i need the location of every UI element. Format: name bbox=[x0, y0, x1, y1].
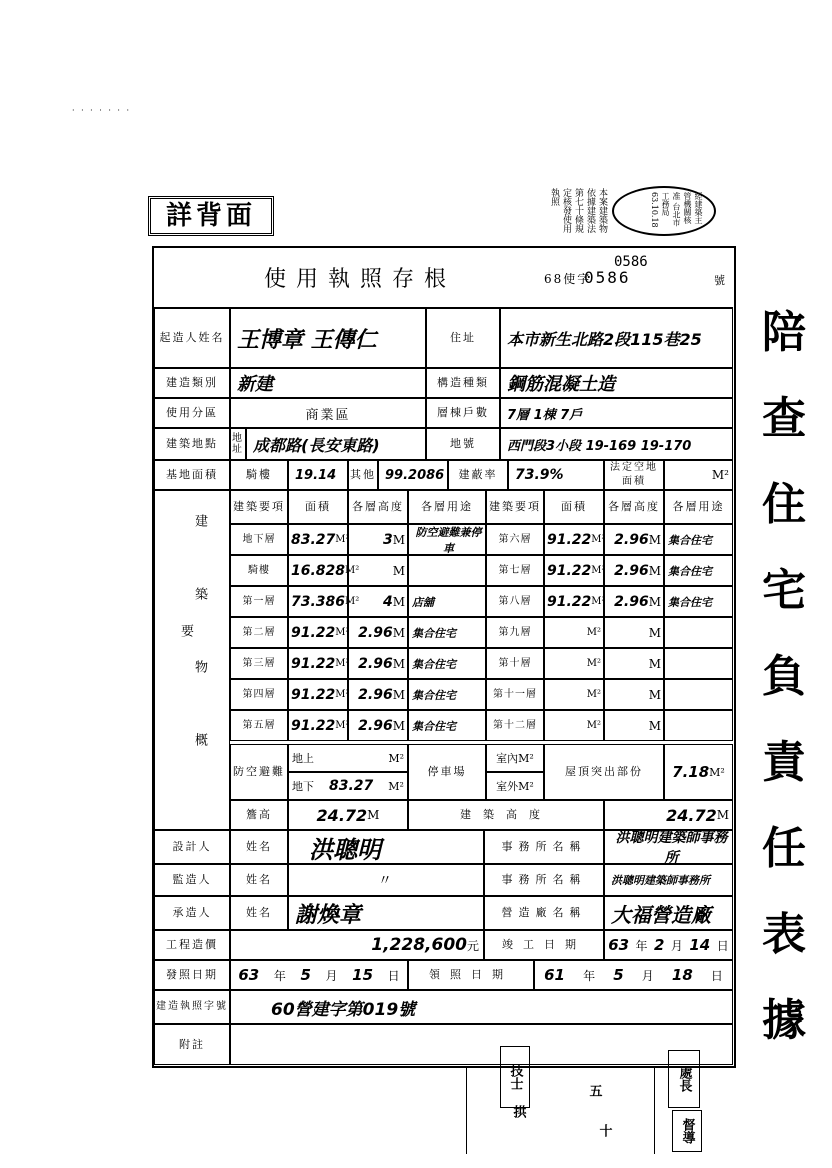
left-floor-height-cell bbox=[348, 679, 408, 710]
left-floor-area: 16.828 bbox=[291, 562, 346, 579]
left-floor-name: 第二層 bbox=[230, 617, 288, 648]
right-floor-area-cell bbox=[544, 555, 604, 586]
right-floor-name: 第十二層 bbox=[486, 710, 544, 741]
site-addr-tag: 地址 bbox=[230, 428, 246, 460]
left-floor-height-unit: M bbox=[392, 594, 405, 609]
right-floor-height: 2.96 bbox=[614, 531, 649, 548]
build-type-value: 新建 bbox=[230, 368, 426, 398]
left-floor-height-unit: M bbox=[392, 625, 405, 640]
roof-projection-label: 屋頂突出部份 bbox=[544, 744, 664, 800]
issue-date-cell bbox=[230, 960, 408, 990]
left-floor-area-cell bbox=[288, 679, 348, 710]
contractor-firm-label: 營造廠名稱 bbox=[484, 896, 604, 930]
parking-outdoor-label: 室外 bbox=[496, 780, 519, 793]
left-floor-area: 83.27 bbox=[291, 531, 336, 548]
bottom-approval-seal: 技士 bbox=[500, 1046, 530, 1108]
completion-year-unit: 年 bbox=[635, 938, 648, 953]
right-floor-area-cell bbox=[544, 524, 604, 555]
left-floor-area: 91.22 bbox=[291, 686, 336, 703]
item-header-left: 建築要項 bbox=[230, 490, 288, 524]
right-floor-name: 第八層 bbox=[486, 586, 544, 617]
address-label: 住址 bbox=[426, 308, 500, 368]
building-height-value: 24.72 bbox=[666, 805, 717, 825]
bottom-approval-seal: 處長 bbox=[668, 1050, 700, 1108]
approval-oval-stamp: 經建築主管機關核准 台北市工務局 63.10.18 bbox=[612, 186, 716, 236]
completion-month: 2 bbox=[654, 936, 665, 954]
contractor-firm-value: 大福營造廠 bbox=[604, 896, 733, 930]
right-floor-height-cell bbox=[604, 617, 664, 648]
right-seal-char: 據 bbox=[762, 995, 806, 1046]
left-floor-use: 集合住宅 bbox=[408, 679, 486, 710]
use-header-right: 各層用途 bbox=[664, 490, 733, 524]
right-floor-height-unit: M bbox=[648, 718, 661, 733]
site-arcade-value: 19.14 bbox=[288, 460, 348, 490]
right-seal-char: 住 bbox=[762, 479, 806, 530]
cost-cell bbox=[230, 930, 484, 960]
contractor-name-label: 姓名 bbox=[230, 896, 288, 930]
site-other-value: 99.2086 bbox=[378, 460, 448, 490]
left-floor-area-unit: M² bbox=[345, 565, 360, 576]
left-floor-area-unit: M² bbox=[335, 534, 350, 545]
approval-stamp-text: 本案建築物依據建築法第七十條規定核發使用執照 bbox=[549, 188, 607, 233]
lot-value: 西門段3小段 19-169 19-170 bbox=[500, 428, 733, 460]
right-floor-area-unit: M² bbox=[591, 596, 606, 607]
receive-year: 61 bbox=[544, 966, 565, 984]
contractor-name-value: 謝煥章 bbox=[288, 896, 484, 930]
parking-indoor-label: 室內 bbox=[496, 752, 519, 765]
right-floor-area: 91.22 bbox=[547, 593, 592, 610]
left-floor-use bbox=[408, 555, 486, 586]
lot-label: 地號 bbox=[426, 428, 500, 460]
permit-suffix: 號 bbox=[714, 274, 725, 287]
legal-open-label: 法定空地面積 bbox=[604, 460, 664, 490]
site-location-label: 建築地點 bbox=[154, 428, 230, 460]
height-header-right: 各層高度 bbox=[604, 490, 664, 524]
parking-indoor-unit: M² bbox=[518, 751, 534, 765]
building-height-cell bbox=[604, 800, 733, 830]
shelter-above-cell bbox=[288, 744, 408, 772]
left-floor-area: 91.22 bbox=[291, 717, 336, 734]
left-floor-height-cell bbox=[348, 617, 408, 648]
legal-open-unit: M² bbox=[664, 460, 733, 490]
right-floor-use: 集合住宅 bbox=[664, 586, 733, 617]
receive-month-unit: 月 bbox=[641, 968, 654, 983]
right-floor-use bbox=[664, 648, 733, 679]
left-floor-area-cell bbox=[288, 586, 360, 617]
address-value: 本市新生北路2段115巷25 bbox=[500, 308, 733, 368]
site-addr-value: 成都路(長安東路) bbox=[246, 428, 426, 460]
left-floor-height-cell bbox=[348, 555, 408, 586]
issue-month-unit: 月 bbox=[325, 968, 338, 983]
right-floor-name: 第十層 bbox=[486, 648, 544, 679]
designer-office-label: 事務所名稱 bbox=[484, 830, 604, 864]
item-header-right: 建築要項 bbox=[486, 490, 544, 524]
cost-unit: 元 bbox=[466, 938, 479, 953]
owner-value: 王博章 王傳仁 bbox=[230, 308, 426, 368]
right-floor-area-unit: M² bbox=[591, 534, 606, 545]
site-other-label: 其他 bbox=[348, 460, 378, 490]
right-seal-char: 陪 bbox=[762, 307, 806, 358]
permit-ref-label: 建造執照字號 bbox=[154, 990, 230, 1024]
right-floor-area-cell bbox=[544, 710, 604, 741]
bottom-approval-seal: 督導 bbox=[672, 1110, 702, 1152]
right-floor-area-unit: M² bbox=[586, 658, 601, 669]
right-floor-area-cell bbox=[544, 617, 604, 648]
structure-value: 鋼筋混凝土造 bbox=[500, 368, 733, 398]
left-floor-height: 2.96 bbox=[358, 717, 393, 734]
right-seal-char: 宅 bbox=[762, 565, 806, 616]
right-floor-area-cell bbox=[544, 648, 604, 679]
receive-day: 18 bbox=[671, 966, 693, 984]
left-floor-height: 2.96 bbox=[358, 624, 393, 641]
right-floor-area-unit: M² bbox=[591, 565, 606, 576]
bottom-approval-seal: 拱 bbox=[510, 1104, 526, 1118]
left-floor-height-cell bbox=[348, 710, 408, 741]
right-floor-height-cell bbox=[604, 710, 664, 741]
remarks-label: 附註 bbox=[154, 1024, 230, 1065]
site-arcade-label: 騎樓 bbox=[230, 460, 288, 490]
issue-date-label: 發照日期 bbox=[154, 960, 230, 990]
shelter-label: 防空避難 bbox=[230, 744, 288, 800]
right-seal-char: 查 bbox=[762, 393, 806, 444]
permit-number: 0586 bbox=[584, 268, 631, 287]
shelter-above-unit: M² bbox=[388, 751, 404, 765]
left-floor-height-cell bbox=[348, 648, 408, 679]
permit-number-upper: 0586 bbox=[614, 254, 648, 270]
shelter-below-value: 83.27 bbox=[329, 778, 374, 794]
left-floor-height: 2.96 bbox=[358, 655, 393, 672]
build-type-label: 建造類別 bbox=[154, 368, 230, 398]
left-floor-use: 集合住宅 bbox=[408, 617, 486, 648]
contractor-label: 承造人 bbox=[154, 896, 230, 930]
building-height-unit: M bbox=[716, 808, 729, 822]
left-floor-height: 3 bbox=[382, 531, 393, 548]
right-floor-height-unit: M bbox=[648, 625, 661, 640]
right-seal-char: 任 bbox=[762, 823, 806, 874]
completion-cell bbox=[604, 930, 733, 960]
zone-value: 商業區 bbox=[230, 398, 426, 428]
height-header-left: 各層高度 bbox=[348, 490, 408, 524]
remarks-value bbox=[230, 1024, 733, 1065]
parking-outdoor-unit: M² bbox=[518, 779, 534, 793]
owner-label: 起造人姓名 bbox=[154, 308, 230, 368]
site-area-label: 基地面積 bbox=[154, 460, 230, 490]
left-floor-name: 騎樓 bbox=[230, 555, 288, 586]
left-floor-area-cell bbox=[288, 710, 348, 741]
right-floor-area-cell bbox=[544, 586, 604, 617]
left-floor-use: 集合住宅 bbox=[408, 648, 486, 679]
left-floor-area-cell bbox=[288, 524, 348, 555]
issue-month: 5 bbox=[300, 966, 311, 984]
left-floor-height-unit: M bbox=[392, 687, 405, 702]
parking-indoor-cell bbox=[486, 744, 544, 772]
left-floor-height-unit: M bbox=[392, 563, 405, 578]
right-floor-height-cell bbox=[604, 524, 664, 555]
right-floor-height-unit: M bbox=[648, 594, 661, 609]
left-floor-height-cell bbox=[348, 524, 408, 555]
right-floor-use bbox=[664, 679, 733, 710]
left-floor-use: 店舖 bbox=[408, 586, 486, 617]
structure-label: 構造種類 bbox=[426, 368, 500, 398]
right-floor-height-cell bbox=[604, 679, 664, 710]
right-seal-char: 責 bbox=[762, 737, 806, 788]
right-floor-name: 第九層 bbox=[486, 617, 544, 648]
seal-divider-right bbox=[654, 1068, 655, 1154]
left-floor-name: 第一層 bbox=[230, 586, 288, 617]
shelter-below-cell bbox=[288, 772, 408, 800]
left-floor-area-unit: M² bbox=[335, 720, 350, 731]
roof-projection-cell bbox=[664, 744, 733, 800]
right-floor-height-cell bbox=[604, 555, 664, 586]
designer-name-value: 洪聰明 bbox=[288, 830, 484, 864]
left-floor-use: 防空避難兼停車 bbox=[408, 524, 486, 555]
right-floor-area-cell bbox=[544, 679, 604, 710]
right-floor-height: 2.96 bbox=[614, 593, 649, 610]
receive-date-label: 領照日期 bbox=[408, 960, 534, 990]
right-floor-height: 2.96 bbox=[614, 562, 649, 579]
left-floor-area: 73.386 bbox=[291, 593, 346, 610]
right-margin-seal bbox=[744, 290, 824, 1120]
left-floor-area-unit: M² bbox=[335, 658, 350, 669]
receive-day-unit: 日 bbox=[710, 968, 723, 983]
right-floor-height-cell bbox=[604, 586, 664, 617]
designer-name-label: 姓名 bbox=[230, 830, 288, 864]
left-floor-use: 集合住宅 bbox=[408, 710, 486, 741]
supervisor-label: 監造人 bbox=[154, 864, 230, 896]
left-floor-area-cell bbox=[288, 648, 348, 679]
roof-projection-unit: M² bbox=[709, 765, 725, 779]
right-floor-use bbox=[664, 710, 733, 741]
area-header-left: 面積 bbox=[288, 490, 348, 524]
supervisor-name-value: 〃 bbox=[288, 864, 484, 896]
left-floor-name: 第三層 bbox=[230, 648, 288, 679]
shelter-below-unit: M² bbox=[388, 779, 404, 793]
parking-outdoor-cell bbox=[486, 772, 544, 800]
designer-label: 設計人 bbox=[154, 830, 230, 864]
right-floor-area-unit: M² bbox=[586, 720, 601, 731]
coverage-label: 建蔽率 bbox=[448, 460, 508, 490]
right-floor-name: 第十一層 bbox=[486, 679, 544, 710]
left-floor-height-unit: M bbox=[392, 532, 405, 547]
issue-day-unit: 日 bbox=[387, 968, 400, 983]
detail-on-back-stamp: 詳背面 bbox=[148, 196, 274, 236]
floors-value: 7層 1棟 7戶 bbox=[500, 398, 733, 428]
right-floor-height-unit: M bbox=[648, 532, 661, 547]
eave-height-cell bbox=[288, 800, 408, 830]
right-floor-name: 第七層 bbox=[486, 555, 544, 586]
seal-divider-left bbox=[466, 1068, 467, 1154]
designer-office-value: 洪聰明建築師事務所 bbox=[604, 830, 733, 864]
left-floor-area-unit: M² bbox=[345, 596, 360, 607]
right-floor-use: 集合住宅 bbox=[664, 524, 733, 555]
issue-day: 15 bbox=[352, 966, 374, 984]
building-height-label: 建築高度 bbox=[408, 800, 604, 830]
left-floor-height-unit: M bbox=[392, 656, 405, 671]
left-floor-height: 2.96 bbox=[358, 686, 393, 703]
eave-height-value: 24.72 bbox=[316, 805, 368, 825]
supervisor-office-value: 洪聰明建築師事務所 bbox=[604, 864, 733, 896]
left-floor-name: 第四層 bbox=[230, 679, 288, 710]
parking-label: 停車場 bbox=[408, 744, 486, 800]
left-floor-height: 4 bbox=[382, 593, 393, 610]
shelter-above-label: 地上 bbox=[292, 752, 314, 765]
left-floor-area: 91.22 bbox=[291, 655, 336, 672]
right-seal-char: 表 bbox=[762, 909, 806, 960]
right-floor-area-unit: M² bbox=[586, 627, 601, 638]
receive-date-cell bbox=[534, 960, 733, 990]
receive-year-unit: 年 bbox=[583, 968, 596, 983]
completion-month-unit: 月 bbox=[670, 938, 683, 953]
left-floor-name: 地下層 bbox=[230, 524, 288, 555]
right-floor-height-cell bbox=[604, 648, 664, 679]
right-floor-height-unit: M bbox=[648, 687, 661, 702]
receive-month: 5 bbox=[613, 966, 624, 984]
completion-label: 竣工日期 bbox=[484, 930, 604, 960]
right-floor-area: 91.22 bbox=[547, 562, 592, 579]
eave-height-label: 簷高 bbox=[230, 800, 288, 830]
right-floor-use: 集合住宅 bbox=[664, 555, 733, 586]
right-seal-char: 負 bbox=[762, 651, 806, 702]
left-floor-height-cell bbox=[348, 586, 408, 617]
left-floor-area-unit: M² bbox=[335, 627, 350, 638]
right-floor-height-unit: M bbox=[648, 563, 661, 578]
floors-label: 層棟戶數 bbox=[426, 398, 500, 428]
form-title: 使用執照存根 bbox=[154, 248, 733, 308]
completion-day-unit: 日 bbox=[716, 938, 729, 953]
right-floor-name: 第六層 bbox=[486, 524, 544, 555]
shelter-below-label: 地下 bbox=[292, 780, 314, 793]
left-floor-area-unit: M² bbox=[335, 689, 350, 700]
issue-year-unit: 年 bbox=[273, 968, 286, 983]
building-summary-label: 建築物概要 bbox=[154, 490, 230, 830]
completion-year: 63 bbox=[608, 936, 630, 954]
left-floor-name: 第五層 bbox=[230, 710, 288, 741]
supervisor-office-label: 事務所名稱 bbox=[484, 864, 604, 896]
scan-dots: · · · · · · · bbox=[72, 106, 132, 115]
cost-label: 工程造價 bbox=[154, 930, 230, 960]
eave-height-unit: M bbox=[367, 808, 380, 822]
area-header-right: 面積 bbox=[544, 490, 604, 524]
use-header-left: 各層用途 bbox=[408, 490, 486, 524]
completion-day: 14 bbox=[689, 936, 711, 954]
right-floor-area-unit: M² bbox=[586, 689, 601, 700]
left-floor-area-cell bbox=[288, 617, 348, 648]
supervisor-name-label: 姓名 bbox=[230, 864, 288, 896]
left-floor-height-unit: M bbox=[392, 718, 405, 733]
right-floor-area: 91.22 bbox=[547, 531, 592, 548]
coverage-value: 73.9% bbox=[508, 460, 604, 490]
issue-year: 63 bbox=[238, 966, 260, 984]
right-floor-use bbox=[664, 617, 733, 648]
left-floor-area: 91.22 bbox=[291, 624, 336, 641]
zone-label: 使用分區 bbox=[154, 398, 230, 428]
permit-prefix: 68使字 bbox=[544, 272, 592, 286]
right-floor-height-unit: M bbox=[648, 656, 661, 671]
bottom-approval-seal: 十 bbox=[596, 1123, 612, 1137]
permit-form bbox=[152, 246, 736, 1068]
cost-value: 1,228,600 bbox=[371, 935, 467, 955]
bottom-approval-seal: 五 bbox=[586, 1083, 602, 1097]
permit-ref-value: 60營建字第019號 bbox=[230, 990, 733, 1024]
roof-projection-value: 7.18 bbox=[672, 763, 710, 781]
left-floor-area-cell bbox=[288, 555, 360, 586]
